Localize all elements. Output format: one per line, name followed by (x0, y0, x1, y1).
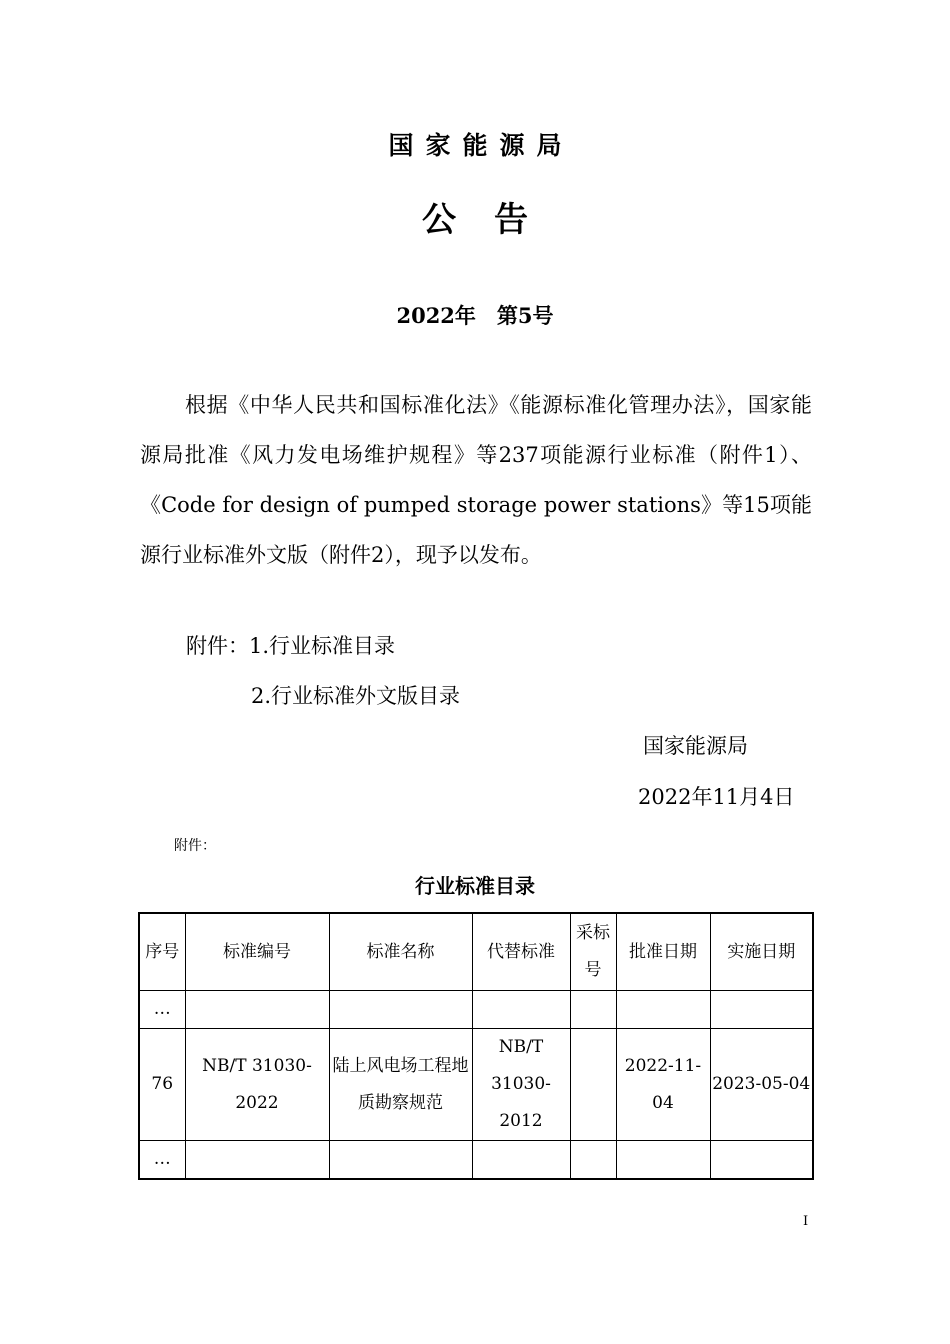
column-header-adopted: 采标号 (570, 913, 616, 991)
page-number: I (803, 1214, 809, 1229)
signature-org: 国家能源局 (643, 734, 748, 758)
table-row-ellipsis-bottom (139, 1141, 813, 1180)
issuer-title: 国家能源局 (388, 131, 574, 160)
empty-cell (472, 1141, 570, 1180)
announcement-body: 根据《中华人民共和国标准化法》《能源标准化管理办法》，国家能源局批准《风力发电场维护规程》等237项能源行业标准（附件1）、《Code for design of pumped storage power stations》等15项能源行业标准外文版（附件2），现予以发布。 (140, 393, 812, 567)
standards-table (138, 912, 814, 1180)
empty-cell (710, 991, 813, 1029)
cell-seq: 76 (139, 1029, 185, 1141)
appendix-title: 行业标准目录 (415, 874, 535, 898)
ellipsis-cell: … (139, 991, 185, 1029)
attachment-line-2: 2.行业标准外文版目录 (251, 684, 461, 708)
cell-name: 陆上风电场工程地质勘察规范 (329, 1029, 472, 1141)
column-header-name: 标准名称 (329, 913, 472, 991)
column-header-replaces: 代替标准 (472, 913, 570, 991)
empty-cell (616, 991, 710, 1029)
empty-cell (616, 1141, 710, 1180)
attachment-line-1: 附件：1.行业标准目录 (186, 634, 396, 658)
cell-approval-date: 2022-11-04 (616, 1029, 710, 1141)
empty-cell (570, 1141, 616, 1180)
empty-cell (710, 1141, 813, 1180)
document-type: 公告 (422, 200, 566, 240)
empty-cell (472, 991, 570, 1029)
table-row-ellipsis-top (139, 991, 813, 1029)
column-header-code: 标准编号 (185, 913, 329, 991)
empty-cell (570, 991, 616, 1029)
column-header-effective-date: 实施日期 (710, 913, 813, 991)
empty-cell (329, 991, 472, 1029)
signature-date: 2022年11月4日 (638, 785, 795, 809)
table-row (139, 1029, 813, 1141)
column-header-seq: 序号 (139, 913, 185, 991)
cell-replaces: NB/T 31030-2012 (472, 1029, 570, 1141)
document-number: 2022年 第5号 (396, 303, 554, 328)
column-header-approval-date: 批准日期 (616, 913, 710, 991)
empty-cell (329, 1141, 472, 1180)
ellipsis-cell: … (139, 1141, 185, 1180)
appendix-label: 附件： (174, 838, 216, 854)
table-header-row (139, 913, 813, 991)
cell-effective-date: 2023-05-04 (710, 1029, 813, 1141)
cell-code: NB/T 31030-2022 (185, 1029, 329, 1141)
cell-adopted (570, 1029, 616, 1141)
empty-cell (185, 991, 329, 1029)
empty-cell (185, 1141, 329, 1180)
